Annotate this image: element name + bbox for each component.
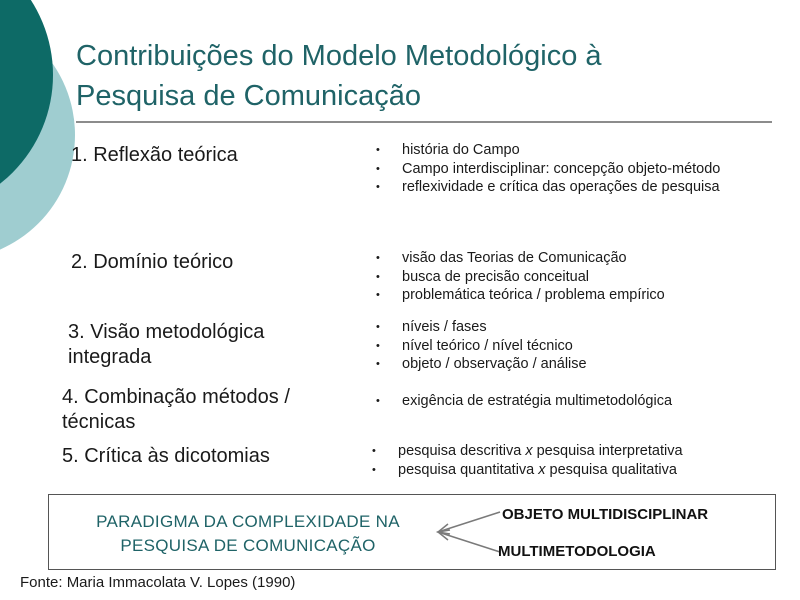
slide-title-line1: Contribuições do Modelo Metodológico à (76, 40, 602, 72)
bullet-dot: • (376, 358, 380, 370)
bullet-item: • reflexividade e crítica das operações de pesquisa (376, 179, 720, 195)
bullet-dot: • (372, 463, 376, 476)
paradigm-line2: PESQUISA DE COMUNICAÇÃO (120, 536, 376, 555)
bullet-item: • problemática teórica / problema empírico (376, 287, 665, 303)
bullet-item: • busca de precisão conceitual (376, 268, 590, 285)
item-1-label: 1. Reflexão teórica (71, 144, 238, 166)
bullet-item: • exigência de estratégia multimetodológica (376, 393, 673, 409)
bullet-dot: • (376, 162, 380, 175)
bullet-item: • Campo interdisciplinar: concepção objeto-método (376, 160, 721, 177)
paradigm-line1: PARADIGMA DA COMPLEXIDADE NA (96, 512, 400, 531)
bullet-item: • história do Campo (376, 142, 520, 158)
item-3-label-line2: integrada (68, 346, 152, 368)
bullet-item: • níveis / fases (376, 319, 487, 335)
title-divider (76, 121, 772, 123)
slide-title-line2: Pesquisa de Comunicação (76, 80, 421, 112)
paradigm-right-bottom: MULTIMETODOLOGIA (498, 543, 656, 560)
bullet-dot: • (376, 181, 380, 193)
paradigm-text (58, 510, 438, 558)
item-3-label (68, 320, 264, 370)
item-2-label: 2. Domínio teórico (71, 251, 234, 273)
bullet-dot: • (376, 270, 380, 283)
item-4-label-line2: técnicas (62, 411, 136, 433)
item-1-bullets (376, 141, 720, 197)
bullet-dot: • (376, 289, 380, 301)
item-4-bullets (376, 392, 672, 411)
item-5-label: 5. Crítica às dicotomias (62, 445, 270, 467)
item-3-label-line1: 3. Visão metodológica (68, 321, 265, 343)
bullet-dot: • (376, 144, 380, 156)
decorative-circles (0, 0, 80, 260)
item-4-label-line1: 4. Combinação métodos / (62, 386, 290, 408)
double-diverging-arrow-icon (432, 508, 504, 556)
source-citation: Fonte: Maria Immacolata V. Lopes (1990) (20, 574, 296, 591)
item-4-label (62, 385, 290, 435)
paradigm-right-top: OBJETO MULTIDISCIPLINAR (502, 506, 709, 523)
bullet-dot: • (376, 252, 380, 264)
bullet-dot: • (372, 445, 376, 457)
bullet-item: • nível teórico / nível técnico (376, 337, 573, 354)
bullet-item: • pesquisa descritiva x pesquisa interpretativa (372, 443, 683, 459)
bullet-item: • objeto / observação / análise (376, 356, 587, 372)
bullet-dot: • (376, 339, 380, 352)
item-2-bullets (376, 249, 665, 305)
bullet-dot: • (376, 395, 380, 407)
bullet-dot: • (376, 321, 380, 333)
bullet-item: • visão das Teorias de Comunicação (376, 250, 627, 266)
item-3-bullets (376, 318, 587, 374)
slide-title (76, 36, 756, 116)
bullet-item: • pesquisa quantitativa x pesquisa qualitativa (372, 461, 677, 478)
item-5-bullets (372, 442, 683, 479)
